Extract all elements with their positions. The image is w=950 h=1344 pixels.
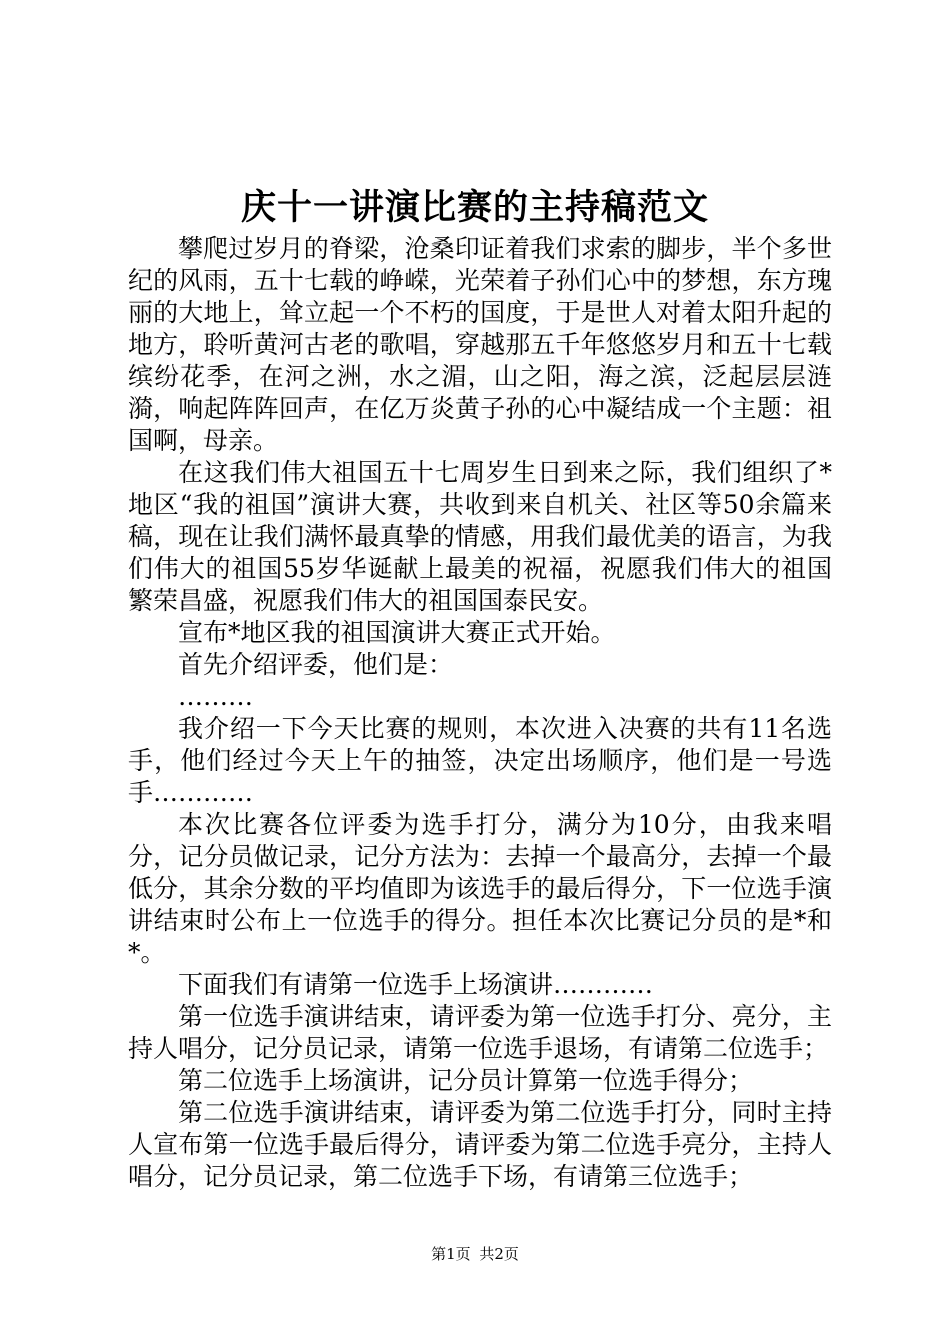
page-total: 共2页 <box>479 1245 519 1263</box>
document-body <box>128 233 832 1193</box>
paragraph: 在这我们伟大祖国五十七周岁生日到来之际，我们组织了*地区“我的祖国”演讲大赛，共收到来自机关、社区等50余篇来稿，现在让我们满怀最真挚的情感，用我们最优美的语言，为我们伟大的祖国55岁华诞献上最美的祝福，祝愿我们伟大的祖国繁荣昌盛，祝愿我们伟大的祖国国泰民安。 <box>128 458 832 615</box>
paragraph: ……… <box>178 682 253 711</box>
paragraph: 第二位选手演讲结束，请评委为第二位选手打分，同时主持人宣布第一位选手最后得分，请评委为第二位选手亮分，主持人唱分，记分员记录，第二位选手下场，有请第三位选手； <box>128 1098 832 1191</box>
paragraph: 宣布*地区我的祖国演讲大赛正式开始。 <box>178 618 616 647</box>
paragraph: 第一位选手演讲结束，请评委为第一位选手打分、亮分，主持人唱分，记分员记录，请第一位选手退场，有请第二位选手； <box>128 1002 832 1063</box>
paragraph: 本次比赛各位评委为选手打分，满分为10分，由我来唱分，记分员做记录，记分方法为：去掉一个最高分，去掉一个最低分，其余分数的平均值即为该选手的最后得分，下一位选手演讲结束时公布上一位选手的得分。担任本次比赛记分员的是*和*。 <box>128 810 832 967</box>
paragraph: 第二位选手上场演讲，记分员计算第一位选手得分； <box>178 1066 754 1095</box>
paragraph: 攀爬过岁月的脊梁，沧桑印证着我们求索的脚步，半个多世纪的风雨，五十七载的峥嵘，光荣着子孙们心中的梦想，东方瑰丽的大地上，耸立起一个不朽的国度，于是世人对着太阳升起的地方，聆听黄河古老的歌唱，穿越那五千年悠悠岁月和五十七载缤纷花季，在河之洲，水之湄，山之阳，海之滨，泛起层层涟漪，响起阵阵回声，在亿万炎黄子孙的心中凝结成一个主题：祖国啊，母亲。 <box>128 234 832 455</box>
paragraph: 下面我们有请第一位选手上场演讲………… <box>178 970 654 999</box>
paragraph: 首先介绍评委，他们是： <box>178 650 454 679</box>
page-number: 第1页 <box>431 1245 471 1263</box>
document-title: 庆十一讲演比赛的主持稿范文 <box>240 187 709 228</box>
page-footer <box>0 1244 950 1264</box>
paragraph: 我介绍一下今天比赛的规则，本次进入决赛的共有11名选手，他们经过今天上午的抽签，决定出场顺序，他们是一号选手………… <box>128 714 832 807</box>
